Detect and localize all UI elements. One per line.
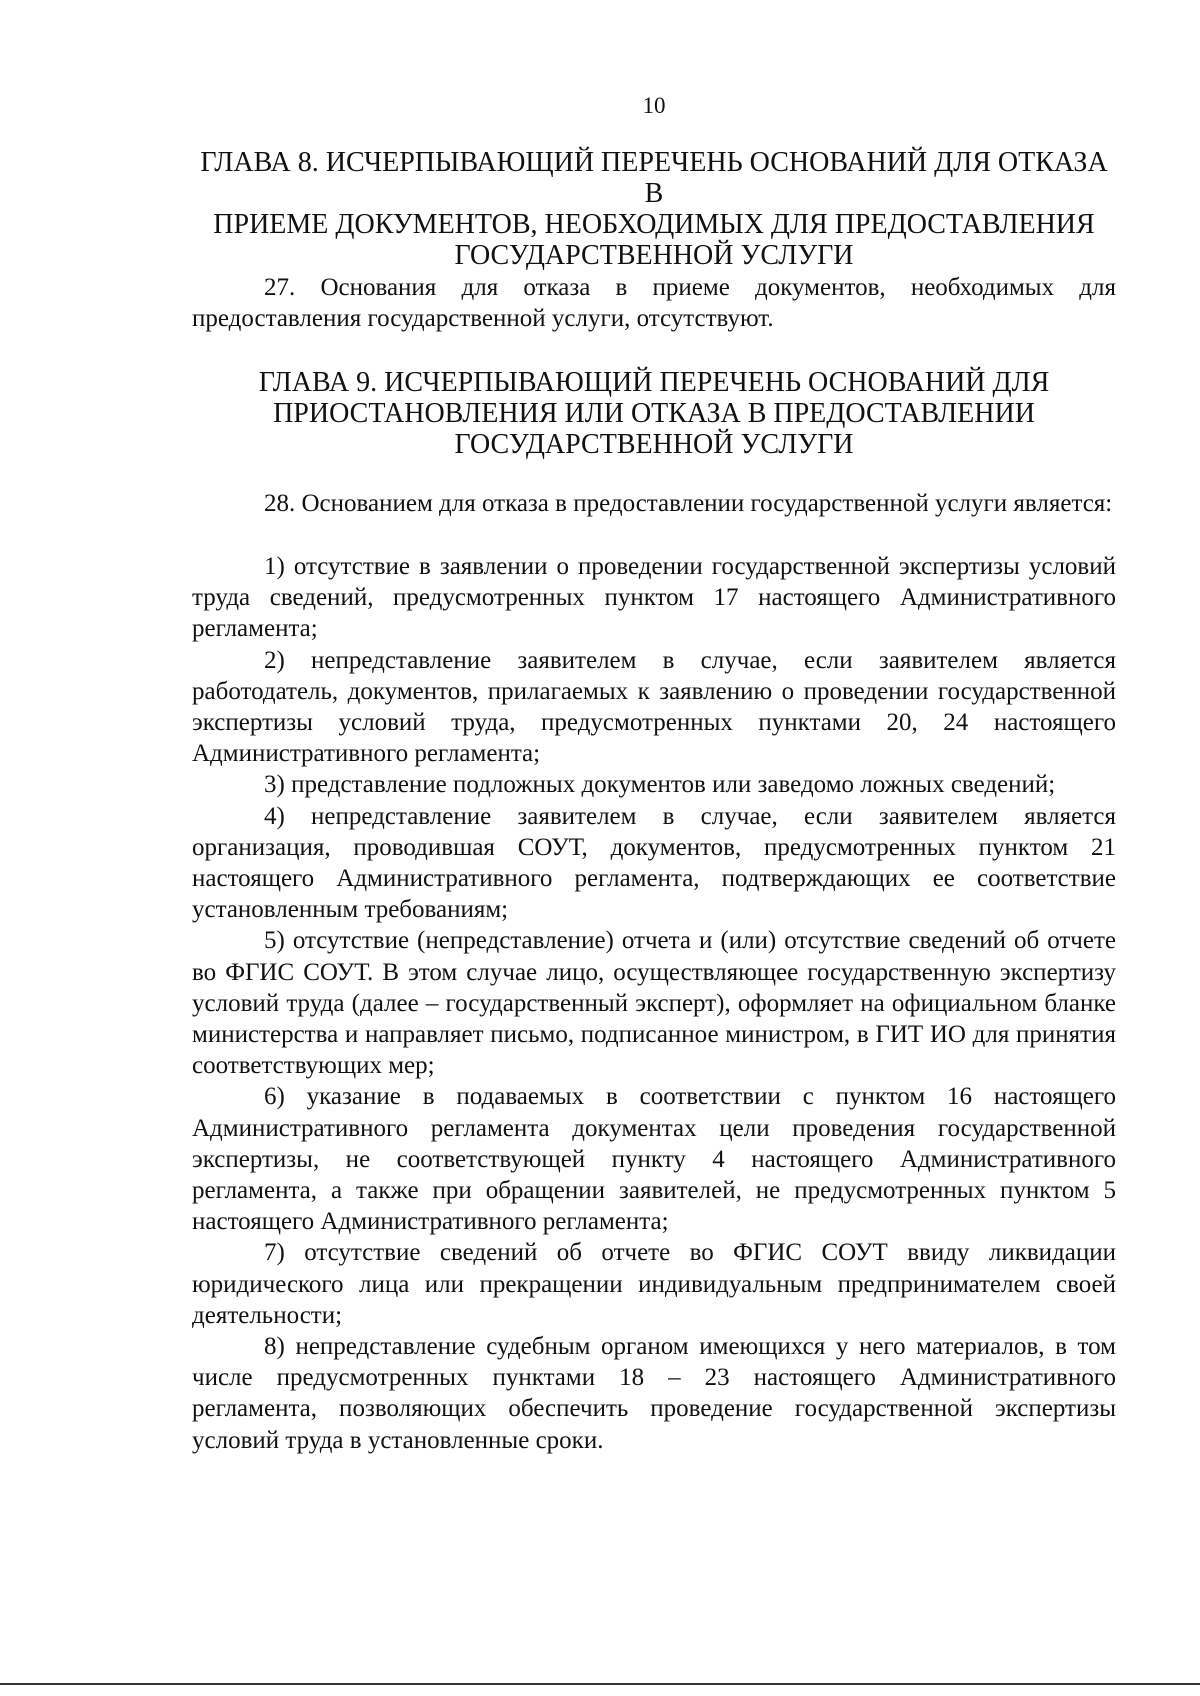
list-item: 1) отсутствие в заявлении о проведении государственной экспертизы условий труда сведений, предусмотренных пунктом 17 настоящего Административного регламента; [192, 553, 1116, 643]
list-item: 4) непредставление заявителем в случае, если заявителем является организация, проводившая СОУТ, документов, предусмотренных пунктом 21 настоящего Административного регламента, подтверждающих ее соответствие установленным требованиям; [192, 802, 1116, 924]
list-item: 7) отсутствие сведений об отчете во ФГИС СОУТ ввиду ликвидации юридического лица или прекращении индивидуальным предпринимателем своей деятельности; [192, 1239, 1116, 1329]
list-item: 5) отсутствие (непредставление) отчета и (или) отсутствие сведений об отчете во ФГИС СОУТ. В этом случае лицо, осуществляющее государственную экспертизу условий труда (далее – государственный эксперт), оформляет на официальном бланке министерства и направляет письмо, подписанное министром, в ГИТ ИО для принятия соответствующих мер; [192, 927, 1116, 1080]
list-item: 3) представление подложных документов или заведомо ложных сведений; [264, 771, 1056, 799]
grounds-list [192, 551, 1116, 1456]
chapter-8-title-line: ПРИЕМЕ ДОКУМЕНТОВ, НЕОБХОДИМЫХ ДЛЯ ПРЕДОСТАВЛЕНИЯ [213, 209, 1095, 240]
chapter-8-title-line: ГЛАВА 8. ИСЧЕРПЫВАЮЩИЙ ПЕРЕЧЕНЬ ОСНОВАНИЙ ДЛЯ ОТКАЗА В [200, 147, 1108, 209]
list-item: 6) указание в подаваемых в соответствии с пунктом 16 настоящего Административного регламента документах цели проведения государственной экспертизы, не соответствующей пункту 4 настоящего Административного регламента, а также при обращении заявителей, не предусмотренных пунктом 5 настоящего Административного регламента; [192, 1083, 1116, 1236]
chapter-9-title-line: ГЛАВА 9. ИСЧЕРПЫВАЮЩИЙ ПЕРЕЧЕНЬ ОСНОВАНИЙ ДЛЯ [258, 367, 1050, 398]
chapter-9-title [192, 367, 1116, 460]
list-item: 2) непредставление заявителем в случае, если заявителем является работодатель, документов, прилагаемых к заявлению о проведении государственной экспертизы условий труда, предусмотренных пунктами 20, 24 настоящего Административного регламента; [192, 646, 1116, 768]
chapter-9-title-line: ГОСУДАРСТВЕННОЙ УСЛУГИ [454, 429, 854, 460]
list-item: 8) непредставление судебным органом имеющихся у него материалов, в том числе предусмотренных пунктами 18 – 23 настоящего Административного регламента, позволяющих обеспечить проведение государственной экспертизы условий труда в установленные сроки. [192, 1333, 1116, 1454]
chapter-9-title-line: ПРИОСТАНОВЛЕНИЯ ИЛИ ОТКАЗА В ПРЕДОСТАВЛЕНИИ [273, 398, 1035, 429]
page-number: 10 [642, 93, 666, 118]
paragraph-27: 27. Основания для отказа в приеме документов, необходимых для предоставления государственной услуги, отсутствуют. [192, 274, 1116, 333]
chapter-8-title [192, 147, 1116, 271]
paragraph-28: 28. Основанием для отказа в предоставлении государственной услуги является: [264, 490, 1113, 517]
bottom-divider [0, 1683, 1200, 1685]
chapter-8-title-line: ГОСУДАРСТВЕННОЙ УСЛУГИ [454, 240, 854, 271]
